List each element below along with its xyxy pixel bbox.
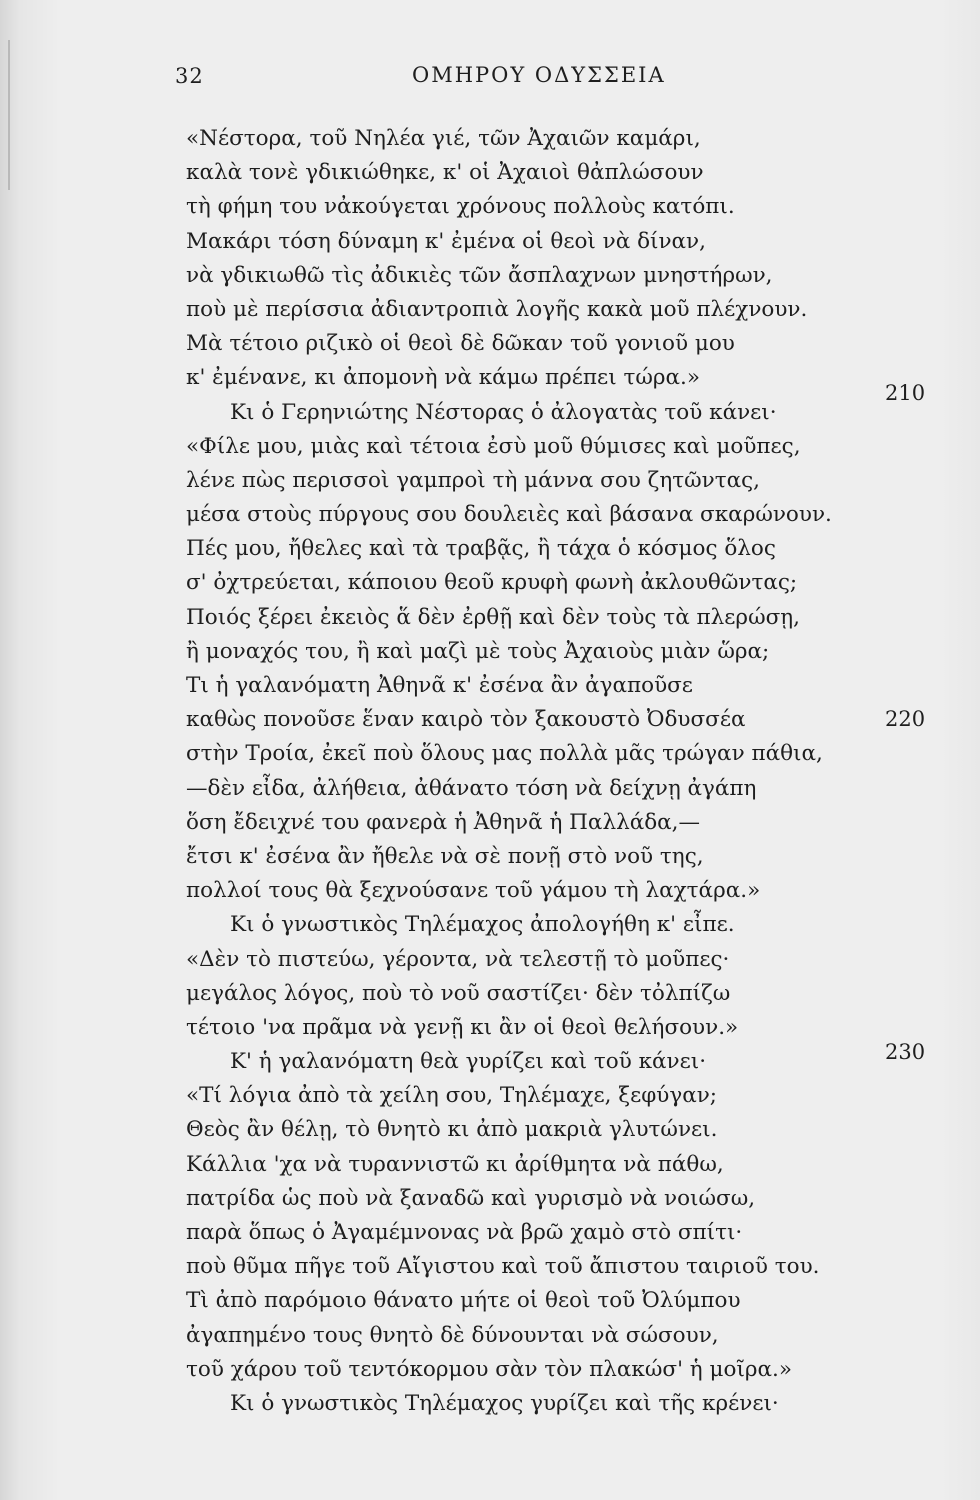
verse-line: παρὰ ὅπως ὁ Ἀγαμέμνονας νὰ βρῶ χαμὸ στὸ σπίτι· <box>186 1220 743 1245</box>
verse-line: τέτοιο 'να πρᾶμα νὰ γενῇ κι ἂν οἱ θεοὶ θελήσουν.» <box>186 1014 739 1040</box>
verse-line: Κι ὁ Γερηνιώτης Νέστορας ὁ ἀλογατὰς τοῦ κάνει· <box>230 399 777 425</box>
scan-margin-shadow <box>8 40 10 190</box>
verse-line: «Δὲν τὸ πιστεύω, γέροντα, νὰ τελεστῇ τὸ μοῦπες· <box>186 946 730 972</box>
verse-line: ὅση ἔδειχνέ του φανερὰ ἡ Ἀθηνᾶ ἡ Παλλάδα,— <box>186 809 701 835</box>
verse-line: τὴ φήμη του νἀκούγεται χρόνους πολλοὺς κατόπι. <box>186 194 735 220</box>
verse-line: λένε πὼς περισσοὶ γαμπροὶ τὴ μάννα σου ζητῶντας, <box>186 467 761 493</box>
verse-line: Ποιός ξέρει ἐκειὸς ἅ δὲν ἐρθῇ καὶ δὲν τοὺς τὰ πλερώσῃ, <box>186 604 800 630</box>
verse-line: Μὰ τέτοιο ριζικὸ οἱ θεοὶ δὲ δῶκαν τοῦ γονιοῦ μου <box>186 331 735 357</box>
verse-line: καθὼς πονοῦσε ἕναν καιρὸ τὸν ξακουστὸ Ὀδυσσέα <box>186 707 746 733</box>
verse-line: «Φίλε μου, μιὰς καὶ τέτοια ἐσὺ μοῦ θύμισες καὶ μοῦπες, <box>186 433 801 459</box>
verse-line: Κάλλια 'χα νὰ τυραννιστῶ κι ἀρίθμητα νὰ πάθω, <box>186 1151 724 1177</box>
verse-line: σ' ὀχτρεύεται, κάποιου θεοῦ κρυφὴ φωνὴ ἀκλουθῶντας; <box>186 570 798 596</box>
verse-line: —δὲν εἶδα, ἀλήθεια, ἀθάνατο τόση νὰ δείχνῃ ἀγάπη <box>186 775 757 801</box>
verse-line: πολλοί τους θὰ ξεχνούσανε τοῦ γάμου τὴ λαχτάρα.» <box>186 878 761 904</box>
verse-line: Τι ἡ γαλανόματη Ἀθηνᾶ κ' ἐσένα ἂν ἀγαποῦσε <box>186 673 693 698</box>
verse-line: Κι ὁ γνωστικὸς Τηλέμαχος γυρίζει καὶ τῆς κρένει· <box>230 1390 779 1416</box>
verse-line: μεγάλος λόγος, ποὺ τὸ νοῦ σαστίζει· δὲν τὀλπίζω <box>186 980 731 1006</box>
running-title: ΟΜΗΡΟΥ ΟΔΥΣΣΕΙΑ <box>412 63 666 87</box>
verse-line: μέσα στοὺς πύργους σου δουλειὲς καὶ βάσανα σκαρώνουν. <box>186 502 832 528</box>
verse-line: ποὺ θῦμα πῆγε τοῦ Αἴγιστου καὶ τοῦ ἄπιστου ταιριοῦ του. <box>186 1254 820 1280</box>
verse-line: Πές μου, ἤθελες καὶ τὰ τραβᾷς, ἢ τάχα ὁ κόσμος ὅλος <box>186 536 776 562</box>
verse-block <box>186 122 876 1421</box>
line-number-210: 210 <box>885 381 926 405</box>
verse-line: νὰ γδικιωθῶ τὶς ἀδικιὲς τῶν ἄσπλαχνων μνηστήρων, <box>186 262 773 288</box>
verse-line: κ' ἐμένανε, κι ἀπομονὴ νὰ κάμω πρέπει τώρα.» <box>186 365 701 391</box>
verse-line: Θεὸς ἂν θέλῃ, τὸ θνητὸ κι ἀπὸ μακριὰ γλυτώνει. <box>186 1117 718 1143</box>
page-number: 32 <box>175 64 204 88</box>
verse-line: Κ' ἡ γαλανόματη θεὰ γυρίζει καὶ τοῦ κάνει· <box>230 1049 707 1075</box>
verse-line: Τὶ ἀπὸ παρόμοιο θάνατο μήτε οἱ θεοὶ τοῦ Ὀλύμπου <box>186 1288 741 1314</box>
verse-line: «Νέστορα, τοῦ Νηλέα γιέ, τῶν Ἀχαιῶν καμάρι, <box>186 126 701 151</box>
verse-line: καλὰ τονὲ γδικιώθηκε, κ' οἱ Ἀχαιοὶ θἀπλώσουν <box>186 160 704 186</box>
verse-line: «Τί λόγια ἀπὸ τὰ χείλη σου, Τηλέμαχε, ξεφύγαν; <box>186 1083 718 1109</box>
verse-line: Κι ὁ γνωστικὸς Τηλέμαχος ἀπολογήθη κ' εἶπε. <box>230 912 735 938</box>
verse-line: πατρίδα ὡς ποὺ νὰ ξαναδῶ καὶ γυρισμὸ νὰ νοιώσω, <box>186 1185 756 1211</box>
verse-line: ποὺ μὲ περίσσια ἀδιαντροπιὰ λογῆς κακὰ μοῦ πλέχνουν. <box>186 296 808 322</box>
line-number-230: 230 <box>885 1040 926 1064</box>
verse-line: ἀγαπημένο τους θνητὸ δὲ δύνουνται νὰ σώσουν, <box>186 1322 719 1348</box>
verse-line: ἔτσι κ' ἐσένα ἂν ἤθελε νὰ σὲ πονῇ στὸ νοῦ της, <box>186 843 704 869</box>
line-number-220: 220 <box>885 707 926 731</box>
verse-line: τοῦ χάρου τοῦ τεντόκορμου σὰν τὸν πλακώσ' ἡ μοῖρα.» <box>186 1356 793 1382</box>
verse-line: στὴν Τροία, ἐκεῖ ποὺ ὅλους μας πολλὰ μᾶς τρώγαν πάθια, <box>186 741 823 767</box>
verse-line: ἢ μοναχός του, ἢ καὶ μαζὶ μὲ τοὺς Ἀχαιοὺς μιὰν ὥρα; <box>186 638 770 664</box>
verse-line: Μακάρι τόση δύναμη κ' ἐμένα οἱ θεοὶ νὰ δίναν, <box>186 228 706 254</box>
